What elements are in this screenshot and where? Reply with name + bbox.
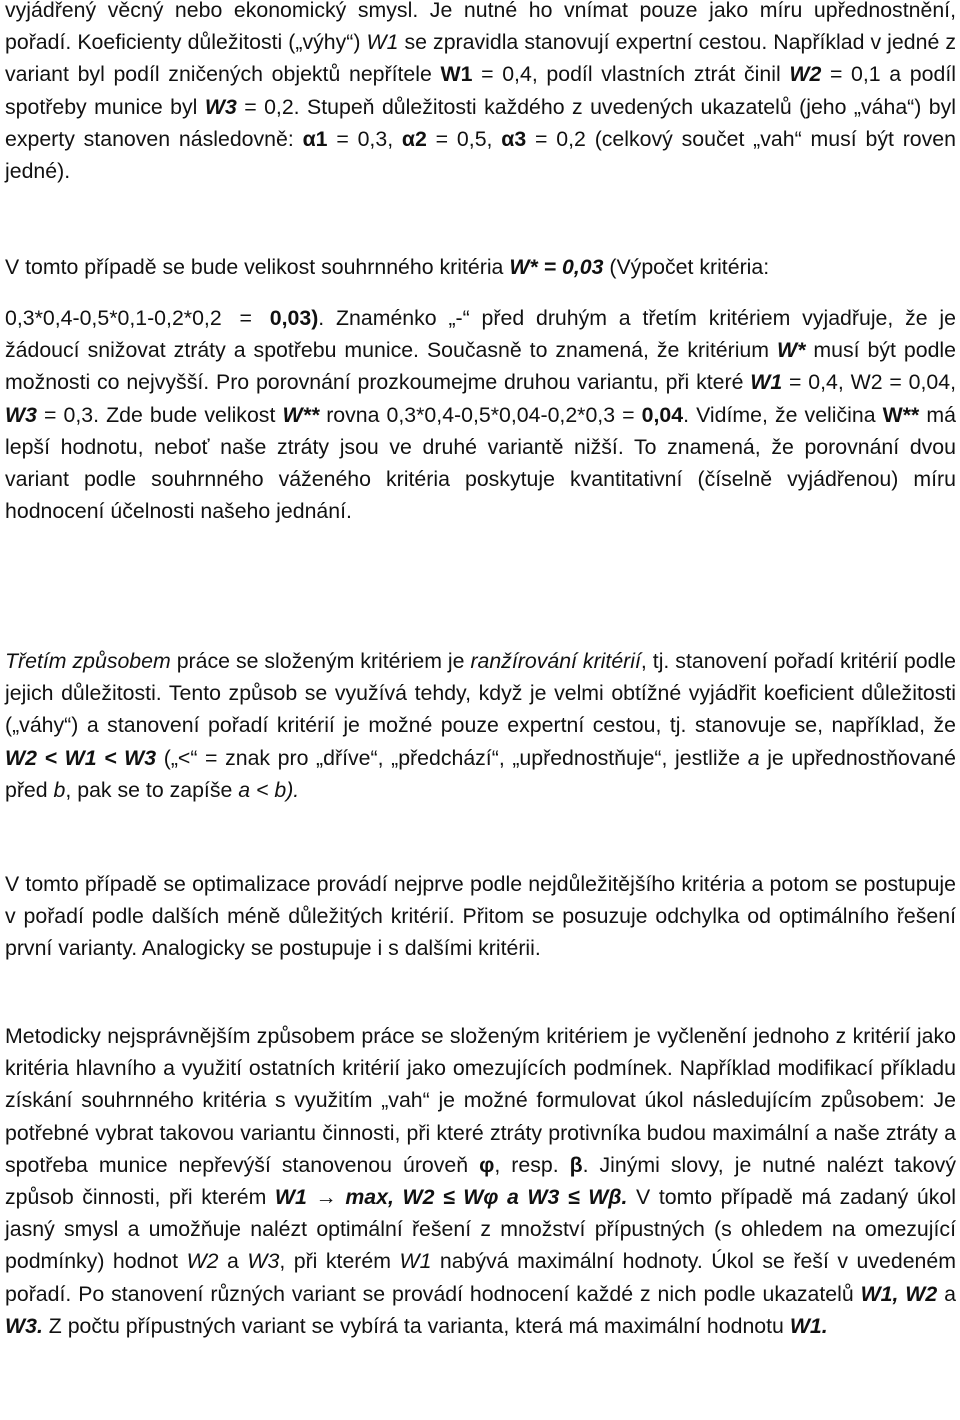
text-run: = 0,1 a podíl spotřeby munice byl xyxy=(5,62,956,119)
text-run: vyjádřený věcný nebo ekonomický smysl. Je nutné ho vnímat pouze jako míru upřednostnění, pořadí. Koeficienty důležitosti („výhy“) xyxy=(5,0,956,55)
paragraph-criterion-intro xyxy=(5,251,956,283)
text-run: = 0,3, xyxy=(327,126,402,151)
formula-result: 0,04 xyxy=(641,402,684,427)
text-run: . Jinými slovy, je nutné nalézt takový způsob činnosti, při kterém xyxy=(5,1152,956,1210)
math-alpha3: α3 xyxy=(501,126,527,151)
text-run: , při kterém xyxy=(279,1249,400,1274)
math-w1: W1 xyxy=(366,30,399,55)
text-run: je upřednostňované před xyxy=(5,745,956,802)
math-w1: W1 xyxy=(750,370,783,395)
text-run: se zpravidla stanovují expertní cestou. Například v jedné z variant byl podíl zničených objektů nepřítele xyxy=(5,30,956,87)
text-run: . Vidíme, že veličina xyxy=(683,402,883,427)
paragraph-ranking xyxy=(5,645,956,806)
text-run: musí být podle možnosti co nejvyšší. Pro porovnání prozkoumejme druhou variantu, při které xyxy=(5,338,956,395)
math-a: a xyxy=(747,745,760,770)
text-run: V tomto případě má zadaný úkol jasný smysl a umožňuje nalézt optimální řešení z množství přípustných (s ohledem na omezující podmínky) hodnot xyxy=(5,1185,956,1274)
math-w1: W1 xyxy=(440,62,473,87)
text-run: = 0,4, W2 = 0,04, xyxy=(782,370,957,395)
text-run: , pak se to zapíše xyxy=(65,777,239,802)
text-run: nabývá maximální hodnoty. Úkol se řeší v uvedeném pořadí. Po stanovení různých variant se provádí hodnocení každé z nich podle ukazatelů xyxy=(5,1249,956,1306)
text-run: = 0,2 (celkový součet „vah“ musí být roven jedné). xyxy=(5,126,956,184)
text-run: a xyxy=(218,1249,248,1274)
text-run: V tomto případě se bude velikost souhrnného kritéria xyxy=(5,255,510,279)
math-w-double-star: W** xyxy=(882,402,920,427)
emphasis-text: ranžírování kritérií xyxy=(470,649,641,673)
text-run: V tomto případě se optimalizace provádí nejprve podle nejdůležitějšího kritéria a potom se postupuje v pořadí podle dalších méně důležitých kritérií. Přitom se posuzuje odchylka od optimálního řešení první varianty. Analogicky se postupuje i s dalšími kritérii. xyxy=(5,872,956,961)
text-run: Metodicky nejsprávnějším způsobem práce se složeným kritériem je vyčlenění jednoho z kritérií jako kritéria hlavního a využití ostatních kritérií jako omezujících podmínek. Například modifikací příkladu získání souhrnného kritéria s využitím „vah“ je možné formulovat úkol následujícím způsobem: Je potřebné vybrat takovou variantu činnosti, při které ztráty protivníka budou maximální a naše ztráty a spotřeba munice nepřevýší stanovenou úroveň xyxy=(5,1024,956,1177)
math-w1: W1 xyxy=(399,1249,432,1274)
text-run: . Znaménko „-“ před druhým a třetím kritériem vyjadřuje, že je žádoucí snižovat ztráty a spotřebu munice. Současně to znamená, že kritérium xyxy=(5,306,957,363)
math-alpha2: α2 xyxy=(401,126,427,151)
text-run: = 0,3. Zde bude velikost xyxy=(36,402,283,427)
math-conditions: W1 → max, W2 ≤ Wφ a W3 ≤ Wβ. xyxy=(274,1185,628,1210)
text-run: Z počtu přípustných variant se vybírá ta varianta, která má maximální hodnotu xyxy=(42,1313,790,1338)
paragraph-weights xyxy=(5,0,956,187)
formula-result: 0,03) xyxy=(269,306,319,330)
math-w3: W3 xyxy=(5,402,37,427)
math-w3: W3 xyxy=(204,94,237,119)
math-w-star: W* xyxy=(777,338,806,363)
math-phi: φ xyxy=(479,1152,495,1177)
text-run: , tj. stanovení pořadí kritérií podle jejich důležitosti. Tento způsob se využívá tehdy, když je velmi obtížné vyjádřit koeficient důležitosti („váhy“) a stanovení pořadí kritérií je možné pouze expertní cestou, tj. stanovuje se, například, že xyxy=(5,649,956,738)
math-w-double-star: W** xyxy=(282,402,320,427)
paragraph-calculation xyxy=(5,302,956,527)
text-run: = 0,2. Stupeň důležitosti každého z uvedených ukazatelů (jeho „váha“) byl experty stanoven následovně: xyxy=(5,94,957,151)
formula-text: 0,3*0,4-0,5*0,1-0,2*0,2 = xyxy=(5,306,270,330)
math-b: b xyxy=(53,777,66,802)
text-run: práce se složeným kritériem je xyxy=(170,649,471,673)
text-run: = 0,5, xyxy=(426,126,502,151)
math-beta: β xyxy=(569,1152,583,1177)
text-run: , resp. xyxy=(494,1152,570,1177)
emphasis-text: Třetím způsobem xyxy=(5,649,171,673)
math-a-less-b: a < b). xyxy=(238,777,300,802)
math-w2: W2 xyxy=(186,1249,219,1274)
math-w1: W1. xyxy=(789,1313,828,1338)
paragraph-optimization xyxy=(5,868,956,965)
math-inequality: W2 < W1 < W3 xyxy=(5,745,157,770)
math-w2: W2 xyxy=(789,62,822,87)
text-run: (Výpočet kritéria: xyxy=(603,255,770,279)
text-run: = 0,4, podíl vlastních ztrát činil xyxy=(472,62,790,87)
text-run: a xyxy=(937,1281,956,1306)
text-run: má lepší hodnotu, neboť naše ztráty jsou ve druhé variantě nižší. To znamená, že porovnání dvou variant podle souhrnného váženého kritéria poskytuje kvantitativní (číselně vyjádřenou) míru hodnocení účelnosti našeho jednání. xyxy=(5,402,956,524)
math-alpha1: α1 xyxy=(302,126,328,151)
text-run: rovna 0,3*0,4-0,5*0,04-0,2*0,3 = xyxy=(319,402,642,427)
math-w3: W3. xyxy=(5,1313,43,1338)
math-w-list: W1, W2 xyxy=(860,1281,938,1306)
math-w3: W3 xyxy=(247,1249,280,1274)
paragraph-method xyxy=(5,1020,956,1342)
text-run: („<“ = znak pro „dříve“, „předchází“, „upřednostňuje“, jestliže xyxy=(156,745,748,770)
math-w-star-result: W* = 0,03 xyxy=(509,255,604,279)
